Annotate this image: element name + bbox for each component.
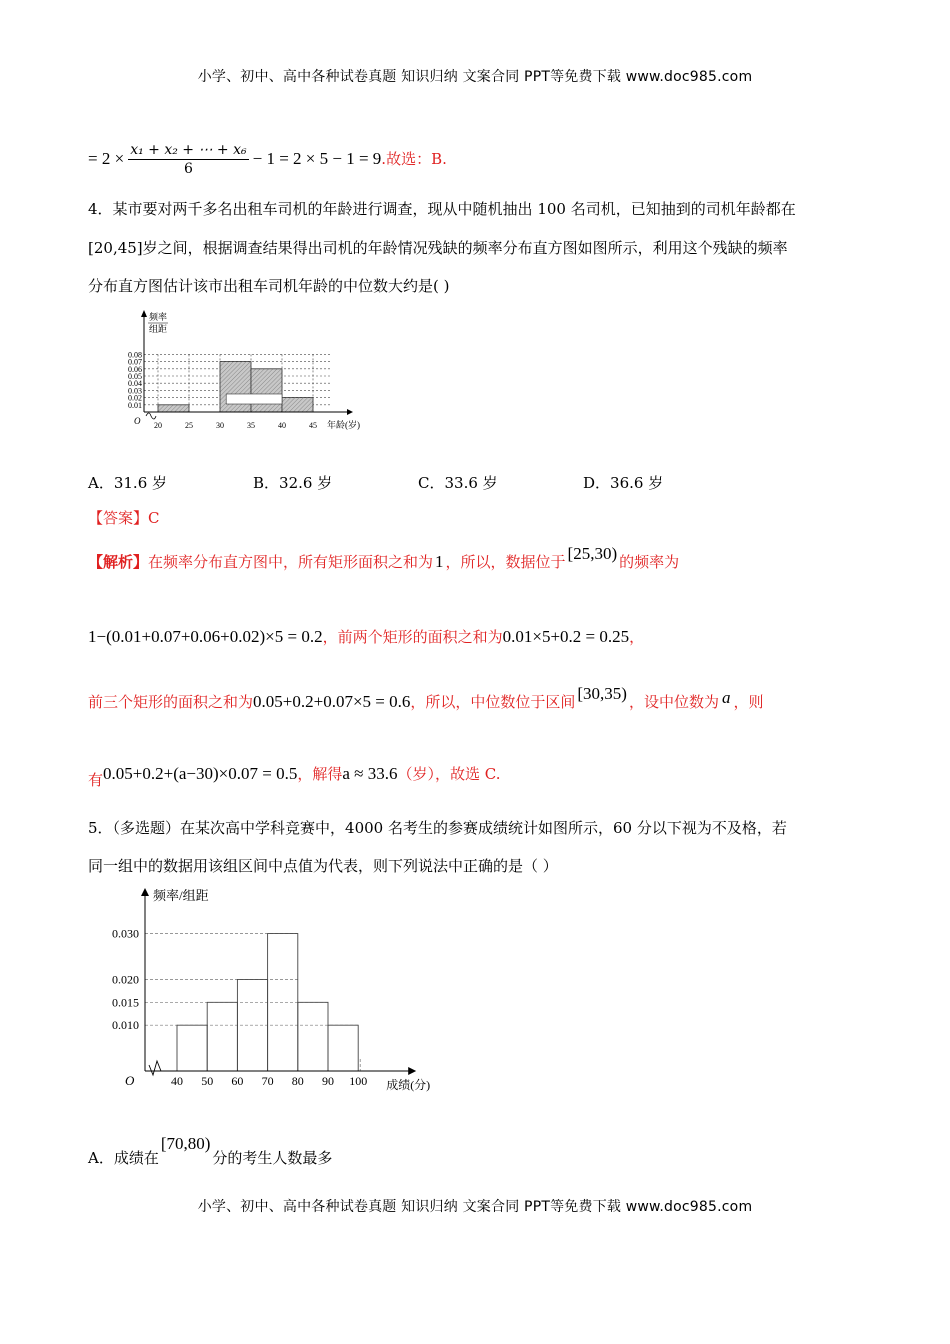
analysis-you: 有 xyxy=(88,771,104,789)
analysis-text-3a: 前三个矩形的面积之和为 xyxy=(88,693,254,711)
prev-conclusion: .故选：B. xyxy=(381,150,447,168)
q5-option-a[interactable] xyxy=(88,1128,332,1168)
x-tick-label: 50 xyxy=(201,1074,214,1088)
analysis-interval-3: [30,35) xyxy=(577,684,627,703)
analysis-text-4b: （岁），故选 C. xyxy=(397,765,501,783)
q4-answer: 【答案】C xyxy=(88,509,160,527)
analysis-math-4b: a ≈ 33.6 xyxy=(342,764,398,783)
analysis-text-3d: ，则 xyxy=(733,693,764,711)
y-tick-label: 0.04 xyxy=(128,379,142,389)
q4-option-b[interactable]: B．32.6 岁 xyxy=(253,474,333,492)
page-header: 小学、初中、高中各种试卷真题 知识归纳 文案合同 PPT等免费下载 www.doc985.com xyxy=(197,69,753,85)
y-tick-label: 0.030 xyxy=(112,926,139,941)
analysis-text-2: ，所以，数据位于 xyxy=(445,553,566,571)
analysis-text-1: 在频率分布直方图中，所有矩形面积之和为 xyxy=(148,553,434,571)
histogram-bar xyxy=(298,1002,328,1071)
x-tick-label: 45 xyxy=(309,421,317,430)
x-tick-label: 40 xyxy=(171,1074,183,1088)
y-tick-label: 0.06 xyxy=(128,364,142,374)
x-tick-label: 60 xyxy=(231,1074,244,1088)
q5-option-a-prefix: A．成绩在 xyxy=(88,1149,159,1167)
x-axis-label: 年龄(岁) xyxy=(327,420,360,430)
score-histogram xyxy=(95,880,455,1100)
x-axis-label: 成绩(分) xyxy=(386,1078,431,1092)
histogram-bar xyxy=(207,1002,237,1071)
y-tick-label: 0.020 xyxy=(112,972,139,987)
y-axis-label-bottom: 组距 xyxy=(149,324,168,334)
q4-analysis-line3 xyxy=(88,684,764,712)
age-histogram xyxy=(100,308,360,438)
analysis-text-2a: ，前两个矩形的面积之和为 xyxy=(322,628,503,646)
y-tick-label: 0.01 xyxy=(128,400,142,410)
analysis-math-2b: 0.01×5+0.2 = 0.25 xyxy=(502,627,630,646)
missing-patch xyxy=(226,394,282,404)
q4-line1: 4．某市要对两千多名出租车司机的年龄进行调查，现从中随机抽出 100 名司机，已知抽到的司机年龄都在 xyxy=(88,200,796,218)
axis-break-mark xyxy=(149,1061,161,1075)
y-axis-label-top: 频率 xyxy=(149,312,168,322)
prev-solution-line xyxy=(88,136,447,182)
x-tick-label: 30 xyxy=(216,421,224,430)
prev-lead: = 2 × xyxy=(88,149,125,168)
origin-label: O xyxy=(134,416,141,426)
y-tick-label: 0.02 xyxy=(128,393,142,403)
q4-line2: [20,45]岁之间，根据调查结果得出司机的年龄情况残缺的频率分布直方图如图所示，利用这个残缺的频率 xyxy=(88,239,788,257)
histogram-bar xyxy=(282,398,313,412)
histogram-bar xyxy=(328,1025,358,1071)
x-tick-label: 70 xyxy=(261,1074,274,1088)
x-tick-label: 35 xyxy=(247,421,255,430)
analysis-text-3b: ，所以，中位数位于区间 xyxy=(410,693,576,711)
x-tick-label: 100 xyxy=(349,1074,368,1088)
analysis-math-3: 0.05+0.2+0.07×5 = 0.6 xyxy=(253,692,411,711)
q4-analysis-line2 xyxy=(88,627,644,647)
x-tick-label: 90 xyxy=(322,1074,334,1088)
histogram-bar xyxy=(251,369,282,412)
prev-fraction-denominator: 6 xyxy=(183,160,193,177)
q5-option-a-interval: [70,80) xyxy=(160,1134,211,1153)
q4-line3: 分布直方图估计该市出租车司机年龄的中位数大约是( ) xyxy=(88,277,450,295)
x-axis-arrow xyxy=(347,409,353,415)
analysis-math-2: 1−(0.01+0.07+0.06+0.02)×5 = 0.2 xyxy=(88,627,323,646)
x-tick-label: 80 xyxy=(291,1074,304,1088)
prev-tail: − 1 = 2 × 5 − 1 = 9 xyxy=(252,149,382,168)
q4-analysis-line1 xyxy=(88,544,680,572)
y-axis-label: 频率/组距 xyxy=(153,888,209,903)
analysis-var-a: a xyxy=(721,688,731,707)
analysis-text-2c: ， xyxy=(629,628,645,646)
y-axis-arrow xyxy=(141,310,147,317)
y-tick-label: 0.07 xyxy=(128,357,142,367)
q4-option-c[interactable]: C．33.6 岁 xyxy=(418,474,498,492)
analysis-text-4a: ，解得 xyxy=(297,765,343,783)
prev-fraction xyxy=(128,141,248,178)
q4-analysis-line4 xyxy=(88,764,501,789)
histogram-bar xyxy=(177,1025,207,1071)
analysis-text-3c: ，设中位数为 xyxy=(628,693,719,711)
y-axis-arrow xyxy=(141,888,149,896)
q5-option-a-suffix: 分的考生人数最多 xyxy=(212,1149,333,1167)
prev-fraction-numerator: x₁ + x₂ + ⋯ + x₆ xyxy=(130,141,247,158)
x-tick-label: 20 xyxy=(154,421,162,430)
y-tick-label: 0.03 xyxy=(128,386,142,396)
origin-label: O xyxy=(125,1073,135,1088)
analysis-math-4: 0.05+0.2+(a−30)×0.07 = 0.5 xyxy=(103,764,298,783)
q4-option-a[interactable]: A．31.6 岁 xyxy=(88,474,167,492)
histogram-bar xyxy=(158,405,189,412)
q5-line2: 同一组中的数据用该组区间中点值为代表，则下列说法中正确的是（ ） xyxy=(88,857,558,875)
y-tick-label: 0.08 xyxy=(128,350,142,360)
page-footer: 小学、初中、高中各种试卷真题 知识归纳 文案合同 PPT等免费下载 www.doc985.com xyxy=(197,1199,753,1215)
axis-break-mark xyxy=(146,413,156,419)
analysis-label: 【解析】 xyxy=(88,553,149,571)
x-axis-arrow xyxy=(408,1067,416,1075)
histogram-bar xyxy=(220,362,251,412)
analysis-interval-1: [25,30) xyxy=(567,544,618,563)
q4-option-d[interactable]: D．36.6 岁 xyxy=(583,474,664,492)
y-tick-label: 0.010 xyxy=(112,1018,139,1033)
y-tick-label: 0.05 xyxy=(128,372,142,381)
x-tick-label: 40 xyxy=(278,421,286,430)
x-tick-label: 25 xyxy=(185,421,193,430)
q5-line1: 5．（多选题）在某次高中学科竞赛中，4000 名考生的参赛成绩统计如图所示，60 分以下视为不及格，若 xyxy=(88,819,787,837)
y-tick-label: 0.015 xyxy=(112,995,139,1010)
analysis-text-3: 的频率为 xyxy=(619,553,680,571)
analysis-one: 1 xyxy=(435,552,444,571)
